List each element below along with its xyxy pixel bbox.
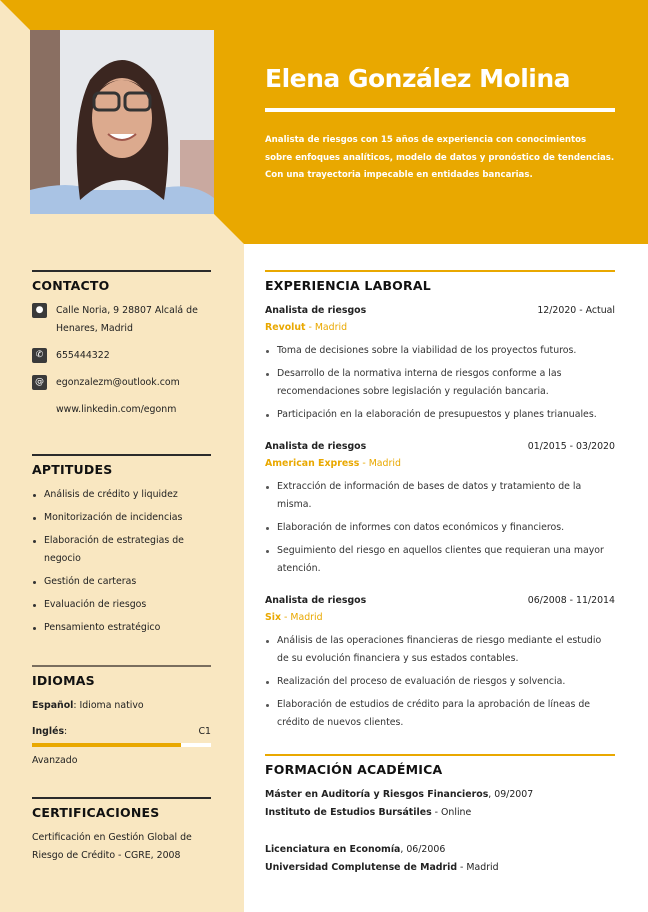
section-title: CERTIFICACIONES	[32, 804, 160, 820]
language-progress-bar	[32, 743, 211, 747]
divider	[265, 270, 615, 272]
job-company: Revolut - Madrid	[265, 321, 348, 333]
job-entry	[265, 302, 615, 424]
education-item: Máster en Auditoría y Riesgos Financieros, 09/2007 Instituto de Estudios Bursátiles - Online	[265, 788, 534, 818]
phone: 655444322	[56, 349, 110, 361]
section-title: FORMACIÓN ACADÉMICA	[265, 761, 443, 777]
skill-item: Gestión de carteras	[32, 573, 211, 591]
linkedin-link[interactable]: www.linkedin.com/egonm	[56, 403, 177, 415]
divider	[32, 797, 211, 799]
contact-section	[32, 270, 211, 428]
job-title: Analista de riesgos	[265, 304, 367, 316]
candidate-name: Elena González Molina	[265, 64, 571, 93]
section-title: APTITUDES	[32, 461, 113, 477]
address: Calle Noria, 9 28807 Alcalá de Henares, Madrid	[56, 304, 198, 334]
job-company: Six - Madrid	[265, 611, 323, 623]
job-company: American Express - Madrid	[265, 457, 401, 469]
profile-photo	[30, 30, 214, 214]
language-spanish: Español: Idioma nativo	[32, 699, 144, 711]
job-dates: 06/2008 - 11/2014	[527, 594, 615, 606]
section-title: IDIOMAS	[32, 672, 95, 688]
job-bullet: Elaboración de informes con datos económicos y financieros.	[265, 519, 615, 537]
divider	[32, 270, 211, 272]
phone-icon: ✆	[32, 348, 47, 363]
skill-item: Evaluación de riesgos	[32, 596, 211, 614]
language-desc: Avanzado	[32, 754, 78, 766]
job-entry	[265, 592, 615, 732]
name-underline	[265, 108, 615, 112]
divider	[32, 665, 211, 667]
languages-section	[32, 665, 211, 770]
divider	[265, 754, 615, 756]
profile-summary: Analista de riesgos con 15 años de experiencia con conocimientos sobre enfoques analíticos, modelo de datos y pronóstico de tendencias. Con una trayectoria impecable en entidades bancarias.	[265, 135, 615, 180]
job-bullet: Desarrollo de la normativa interna de riesgos conforme a las recomendaciones sobre legislación y regulación bancaria.	[265, 365, 615, 401]
job-bullet: Extracción de información de bases de datos y tratamiento de la misma.	[265, 478, 615, 514]
experience-section	[265, 270, 615, 746]
location-pin-icon: ●	[32, 303, 47, 318]
job-bullet: Realización del proceso de evaluación de riesgos y solvencia.	[265, 673, 615, 691]
job-bullet: Análisis de las operaciones financieras de riesgo mediante el estudio de su evolución financiera y sus estados contables.	[265, 632, 615, 668]
job-title: Analista de riesgos	[265, 440, 367, 452]
job-bullet: Toma de decisiones sobre la viabilidad de los proyectos futuros.	[265, 342, 615, 360]
certification-item: Certificación en Gestión Global de Riesgo de Crédito - CGRE, 2008	[32, 831, 192, 861]
education-section	[265, 754, 615, 896]
section-title: CONTACTO	[32, 277, 110, 293]
skill-item: Monitorización de incidencias	[32, 509, 211, 527]
divider	[32, 454, 211, 456]
skill-item: Elaboración de estrategias de negocio	[32, 532, 211, 568]
skill-item: Pensamiento estratégico	[32, 619, 211, 637]
job-entry	[265, 438, 615, 578]
education-item: Licenciatura en Economía, 06/2006 Universidad Complutense de Madrid - Madrid	[265, 843, 499, 873]
skill-item: Análisis de crédito y liquidez	[32, 486, 211, 504]
job-dates: 01/2015 - 03/2020	[527, 440, 615, 452]
job-bullet: Participación en la elaboración de presupuestos y planes trianuales.	[265, 406, 615, 424]
job-bullet: Elaboración de estudios de crédito para la aprobación de líneas de crédito de nuevos clientes.	[265, 696, 615, 732]
skills-section	[32, 454, 211, 642]
job-title: Analista de riesgos	[265, 594, 367, 606]
email-icon: @	[32, 375, 47, 390]
certifications-section	[32, 797, 211, 865]
job-bullet: Seguimiento del riesgo en aquellos clientes que requieran una mayor atención.	[265, 542, 615, 578]
email-link[interactable]: egonzalezm@outlook.com	[56, 376, 180, 388]
section-title: EXPERIENCIA LABORAL	[265, 277, 431, 293]
language-level: C1	[198, 725, 211, 737]
job-dates: 12/2020 - Actual	[537, 304, 615, 316]
language-english: Inglés: C1	[32, 725, 211, 737]
